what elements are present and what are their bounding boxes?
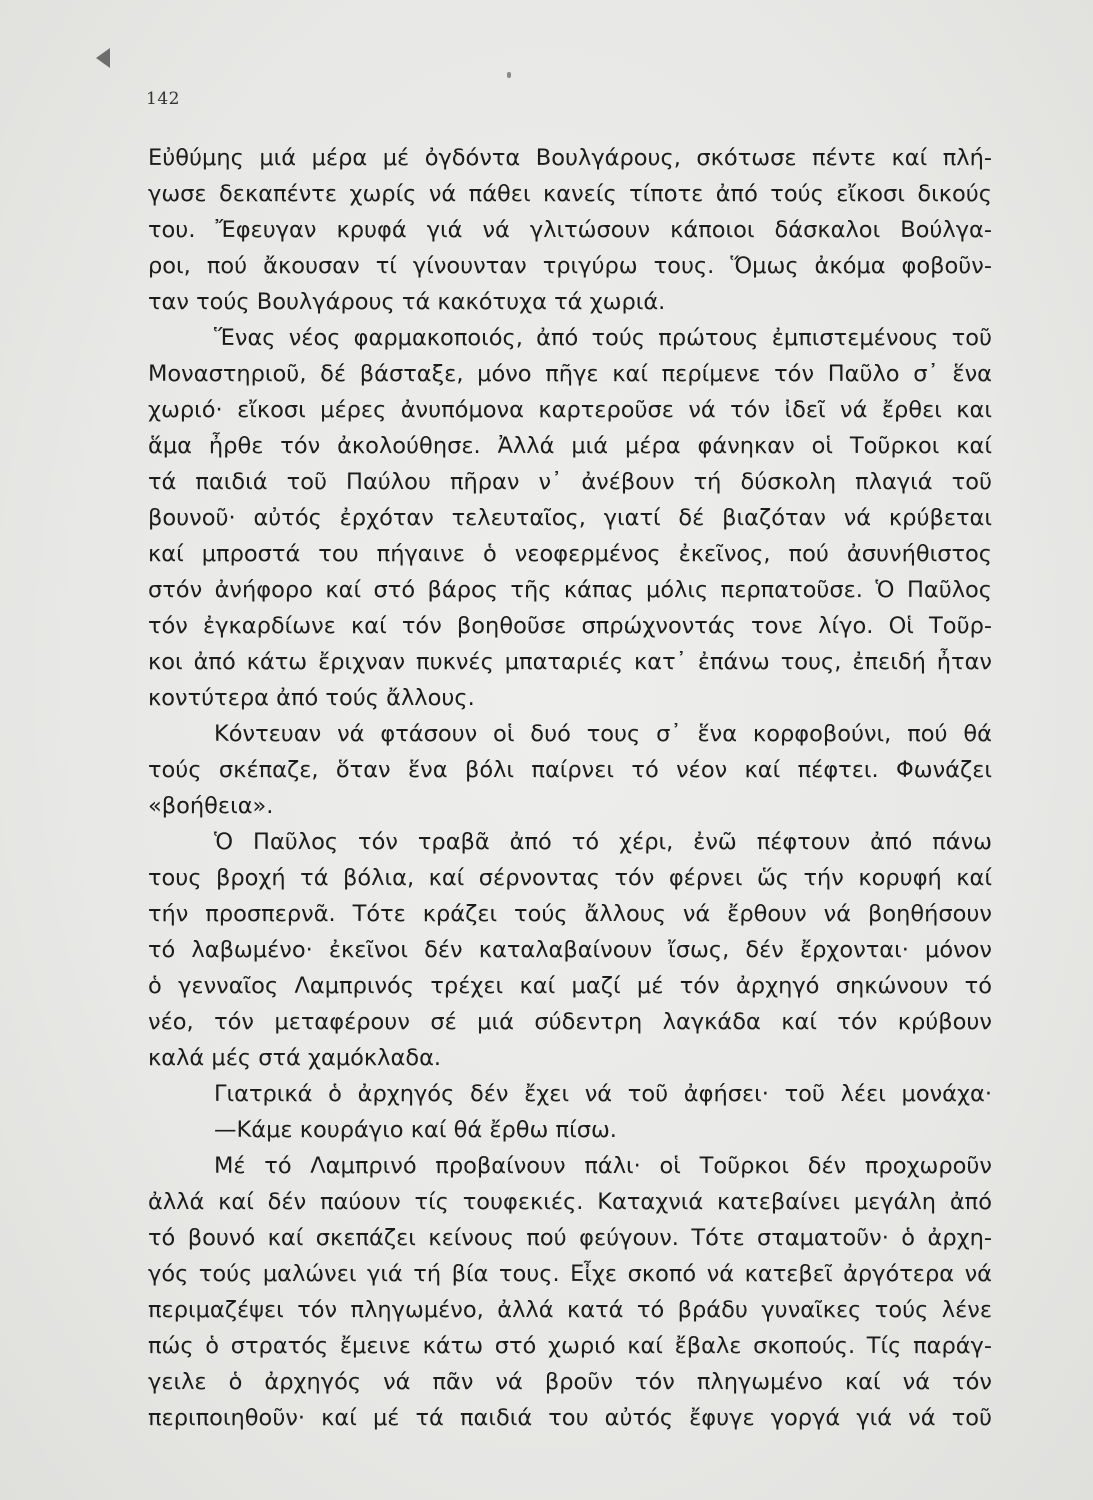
text-line: τους βροχή τά βόλια, καί σέρνοντας τόν φέρνει ὥς τήν κορυφή καί [148, 865, 992, 891]
text-line: γωσε δεκαπέντε χωρίς νά πάθει κανείς τίποτε ἀπό τούς εἴκοσι δικούς [148, 181, 992, 207]
text-line: Ὁ Παῦλος τόν τραβᾶ ἀπό τό χέρι, ἐνῶ πέφτουν ἀπό πάνω [214, 829, 992, 855]
text-line: Εὐθύμης μιά μέρα μέ ὀγδόντα Βουλγάρους, σκότωσε πέντε καί πλή- [148, 145, 992, 171]
text-line: ἀλλά καί δέν παύουν τίς τουφεκιές. Καταχνιά κατεβαίνει μεγάλη ἀπό [148, 1189, 992, 1215]
text-line: του. Ἔφευγαν κρυφά γιά νά γλιτώσουν κάποιοι δάσκαλοι Βούλγα- [148, 217, 992, 243]
text-line: περιμαζέψει τόν πληγωμένο, ἀλλά κατά τό βράδυ γυναῖκες τούς λένε [148, 1297, 992, 1323]
text-line: τά παιδιά τοῦ Παύλου πῆραν ν᾿ ἀνέβουν τή δύσκολη πλαγιά τοῦ [148, 469, 992, 495]
text-line: γειλε ὁ ἀρχηγός νά πᾶν νά βροῦν τόν πληγωμένο καί νά τόν [148, 1369, 992, 1395]
text-line: περιποιηθοῦν· καί μέ τά παιδιά του αὐτός ἔφυγε γοργά γιά νά τοῦ [148, 1405, 992, 1431]
text-line: «βοήθεια». [148, 793, 274, 819]
text-line: τούς σκέπαζε, ὅταν ἕνα βόλι παίρνει τό νέον καί πέφτει. Φωνάζει [148, 757, 992, 783]
text-line: τήν προσπερνᾶ. Τότε κράζει τούς ἄλλους νά ἔρθουν νά βοηθήσουν [148, 901, 992, 927]
text-line: νέο, τόν μεταφέρουν σέ μιά σύδεντρη λαγκάδα καί τόν κρύβουν [148, 1009, 992, 1035]
print-speck [507, 72, 511, 78]
text-line: κοντύτερα ἀπό τούς ἄλλους. [148, 685, 475, 711]
text-line: χωριό· εἴκοσι μέρες ἀνυπόμονα καρτεροῦσε νά τόν ἰδεῖ νά ἔρθει και [148, 397, 992, 423]
text-line: Κόντευαν νά φτάσουν οἱ δυό τους σ᾿ ἕνα κορφοβούνι, πού θά [214, 721, 992, 747]
text-line: Γιατρικά ὁ ἀρχηγός δέν ἔχει νά τοῦ ἀφήσει· τοῦ λέει μονάχα· [214, 1081, 992, 1107]
text-line: τό λαβωμένο· ἐκεῖνοι δέν καταλαβαίνουν ἴσως, δέν ἔρχονται· μόνον [148, 937, 992, 963]
text-line: Ἕνας νέος φαρμακοποιός, ἀπό τούς πρώτους ἐμπιστεμένους τοῦ [214, 325, 992, 351]
body-text [148, 140, 992, 1436]
text-line: καλά μές στά χαμόκλαδα. [148, 1045, 442, 1071]
text-line: ἅμα ἦρθε τόν ἀκολούθησε. Ἀλλά μιά μέρα φάνηκαν οἱ Τοῦρκοι καί [148, 433, 992, 459]
text-line: τό βουνό καί σκεπάζει κείνους πού φεύγουν. Τότε σταματοῦν· ὁ ἀρχη- [148, 1225, 992, 1251]
text-line: ταν τούς Βουλγάρους τά κακότυχα τά χωριά. [148, 289, 666, 315]
text-line: γός τούς μαλώνει γιά τή βία τους. Εἶχε σκοπό νά κατεβεῖ ἀργότερα νά [148, 1261, 992, 1287]
text-line: τόν ἐγκαρδίωνε καί τόν βοηθοῦσε σπρώχνοντάς τονε λίγο. Οἱ Τοῦρ- [148, 613, 992, 639]
text-line: στόν ἀνήφορο καί στό βάρος τῆς κάπας μόλις περπατοῦσε. Ὁ Παῦλος [148, 577, 992, 603]
text-line: ὁ γενναῖος Λαμπρινός τρέχει καί μαζί μέ τόν ἀρχηγό σηκώνουν τό [148, 973, 992, 999]
text-line: βουνοῦ· αὐτός ἐρχόταν τελευταῖος, γιατί δέ βιαζόταν νά κρύβεται [148, 505, 992, 531]
text-line: κοι ἀπό κάτω ἔριχναν πυκνές μπαταριές κατ᾿ ἐπάνω τους, ἐπειδή ἦταν [148, 649, 992, 675]
text-line: ροι, πού ἄκουσαν τί γίνουνταν τριγύρω τους. Ὅμως ἀκόμα φοβοῦν- [148, 253, 992, 279]
text-line: Μέ τό Λαμπρινό προβαίνουν πάλι· οἱ Τοῦρκοι δέν προχωροῦν [214, 1153, 992, 1179]
corner-mark [96, 48, 110, 68]
page-number: 142 [146, 89, 180, 109]
text-line: καί μπροστά του πήγαινε ὁ νεοφερμένος ἐκεῖνος, πού ἀσυνήθιστος [148, 541, 992, 567]
text-line: —Κάμε κουράγιο καί θά ἔρθω πίσω. [214, 1117, 617, 1143]
text-line: Μοναστηριοῦ, δέ βάσταξε, μόνο πῆγε καί περίμενε τόν Παῦλο σ᾿ ἕνα [148, 361, 992, 387]
text-line: πώς ὁ στρατός ἔμεινε κάτω στό χωριό καί ἔβαλε σκοπούς. Τίς παράγ- [148, 1333, 992, 1359]
